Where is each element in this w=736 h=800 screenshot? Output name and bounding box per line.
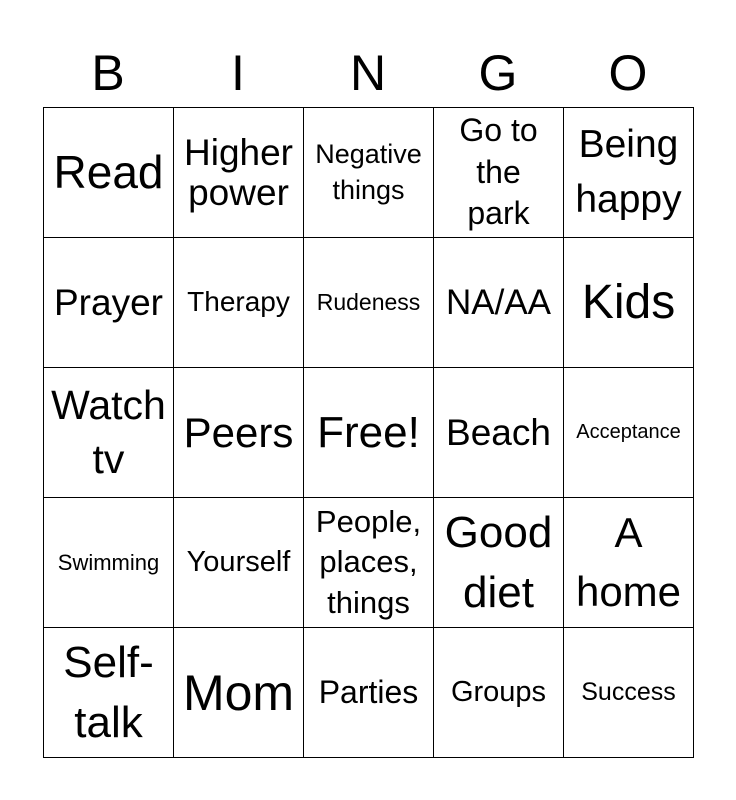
bingo-cell[interactable] [434,238,564,368]
cell-label: Read [53,145,164,198]
bingo-cell[interactable] [174,498,304,628]
bingo-cell[interactable] [564,628,694,758]
bingo-cell[interactable] [44,368,174,498]
bingo-cell[interactable] [564,368,694,498]
bingo-cell[interactable] [44,238,174,368]
bingo-cell[interactable] [44,628,174,758]
header-letter-o: O [608,45,648,101]
cell-label: Swimming [57,549,160,575]
bingo-cell[interactable] [434,498,564,628]
cell-label: Higher power [184,131,293,213]
cell-label: Success [581,678,676,706]
cell-label: NA/AA [445,282,552,322]
header-letter-g: G [478,45,518,101]
bingo-cell[interactable] [174,628,304,758]
cell-label: A home [575,508,682,615]
cell-label: Groups [450,675,547,708]
bingo-cell[interactable] [304,108,434,238]
cell-label: Therapy [187,286,290,318]
bingo-cell[interactable] [434,628,564,758]
bingo-cell[interactable] [434,108,564,238]
header-letter-i: I [231,45,245,101]
bingo-cell[interactable] [174,108,304,238]
bingo-cell[interactable] [44,498,174,628]
bingo-cell[interactable] [564,108,694,238]
cell-label: Beach [446,411,551,453]
cell-label: Mom [182,664,295,721]
bingo-cell[interactable] [174,368,304,498]
cell-label: Watch tv [51,382,166,482]
cell-label: Being happy [575,122,682,221]
cell-label: Yourself [186,545,291,578]
cell-label: Rudeness [316,289,421,316]
cell-label: Peers [183,408,294,456]
header-letter-b: B [91,45,125,101]
cell-label: Parties [318,674,419,711]
header-letter-n: N [349,45,387,101]
bingo-header [43,40,693,106]
cell-label: Good diet [444,508,553,617]
cell-label: Go to the park [459,112,538,232]
bingo-cell[interactable] [304,498,434,628]
cell-label: Free! [317,407,420,457]
cell-label: Prayer [54,281,163,323]
cell-label: Negative things [315,139,422,205]
bingo-cell[interactable] [174,238,304,368]
bingo-cell[interactable] [564,238,694,368]
bingo-cell[interactable] [304,238,434,368]
bingo-cell[interactable] [434,368,564,498]
cell-label: People, places, things [315,504,422,620]
bingo-cell[interactable] [564,498,694,628]
bingo-cell[interactable] [44,108,174,238]
cell-label: Self- talk [63,638,154,747]
cell-label: Kids [581,275,676,329]
bingo-cell[interactable] [304,628,434,758]
bingo-board [43,107,694,758]
cell-label: Acceptance [576,420,681,443]
bingo-cell[interactable] [304,368,434,498]
